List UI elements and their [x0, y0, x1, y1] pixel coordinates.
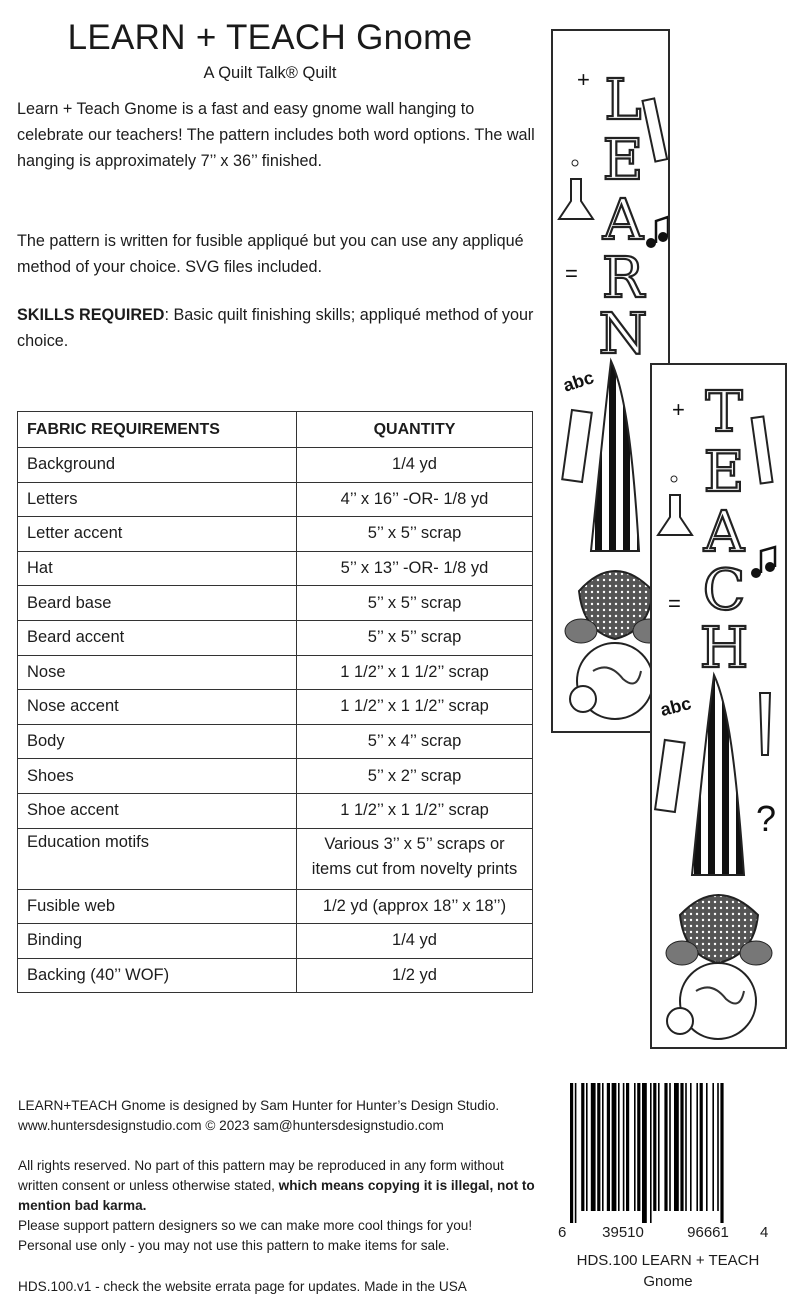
table-row [18, 482, 533, 517]
gnome-hat [591, 361, 639, 551]
barcode-bar [664, 1083, 667, 1211]
table-row [18, 759, 533, 794]
table-row [18, 724, 533, 759]
fabric-name-cell: Education motifs [18, 828, 297, 889]
quantity-cell: 4’’ x 16’’ -OR- 1/8 yd [297, 482, 533, 517]
barcode-bar [669, 1083, 671, 1211]
barcode-bar [618, 1083, 620, 1211]
barcode-bar [680, 1083, 683, 1211]
rights-bold-text: which means copying it is illegal, not to mention bad karma. [18, 1178, 535, 1213]
fabric-name-cell: Body [18, 724, 297, 759]
barcode-check-digit: 4 [760, 1224, 769, 1241]
quantity-cell: 5’’ x 4’’ scrap [297, 724, 533, 759]
equals-motif: = [668, 591, 681, 616]
abc-motif: abc [560, 367, 597, 396]
table-row [18, 889, 533, 924]
svg-text:A: A [602, 188, 644, 253]
barcode-bar [637, 1083, 640, 1211]
quantity-cell: 5’’ x 5’’ scrap [297, 620, 533, 655]
equals-motif: = [565, 261, 578, 286]
letter-H [700, 616, 749, 681]
barcode-bar [581, 1083, 584, 1211]
pencil-icon [751, 416, 772, 483]
quantity-cell [297, 828, 533, 889]
fabric-name-cell: Letters [18, 482, 297, 517]
table-row [18, 448, 533, 483]
barcode-bar [597, 1083, 600, 1211]
barcode-bar [602, 1083, 604, 1211]
barcode-bar [612, 1083, 617, 1211]
quantity-cell: 5’’ x 5’’ scrap [297, 517, 533, 552]
plus-motif: + [577, 67, 590, 92]
teach-banner-illustration [650, 363, 787, 1049]
description-paragraph-2: The pattern is written for fusible appliqué but you can use any appliqué method of your choice. SVG files included. [17, 232, 524, 276]
barcode-group-2: 96661 [687, 1224, 729, 1241]
barcode-bar [700, 1083, 703, 1211]
abc-motif: abc [658, 693, 694, 721]
paintbrush-icon [760, 693, 770, 755]
quantity-line-2: items cut from novelty prints [311, 859, 518, 878]
svg-text:C: C [702, 558, 746, 623]
apple-icon [667, 1008, 693, 1034]
column-header-quantity: QUANTITY [297, 412, 533, 448]
table-header-row [18, 412, 533, 448]
fabric-name-cell: Fusible web [18, 889, 297, 924]
barcode-bar [720, 1083, 723, 1223]
table-row [18, 586, 533, 621]
letter-C [703, 558, 746, 623]
quantity-line-1: Various 3’’ x 5’’ scraps or [324, 834, 505, 853]
column-header-fabric: FABRIC REQUIREMENTS [18, 412, 297, 448]
barcode-bar [653, 1083, 656, 1211]
svg-text:E: E [703, 440, 745, 505]
barcode-bar [575, 1083, 577, 1223]
music-note-icon [646, 217, 668, 248]
barcode-lead-digit: 6 [558, 1224, 567, 1241]
credits [18, 1096, 543, 1136]
beaker-icon [658, 476, 692, 535]
letter-N [599, 302, 648, 367]
pencil-icon [642, 98, 667, 161]
table-row [18, 958, 533, 993]
table-row [18, 655, 533, 690]
skills-paragraph [17, 302, 537, 354]
barcode-bar [607, 1083, 610, 1211]
page-subtitle: A Quilt Talk® Quilt [203, 64, 337, 82]
table-row [18, 924, 533, 959]
page-title: LEARN + TEACH Gnome [67, 18, 473, 57]
table-row [18, 690, 533, 725]
question-mark-motif: ? [756, 798, 777, 839]
skills-text: : Basic quilt finishing skills; appliqué method of your choice. [17, 306, 534, 350]
svg-text:N: N [598, 302, 648, 367]
fabric-name-cell: Hat [18, 551, 297, 586]
barcode-group-1: 39510 [602, 1224, 644, 1241]
svg-text:A: A [703, 500, 745, 565]
barcode-bar [674, 1083, 679, 1211]
quantity-cell: 5’’ x 2’’ scrap [297, 759, 533, 794]
svg-text:T: T [705, 380, 743, 445]
quantity-cell: 1/2 yd [297, 958, 533, 993]
personal-use-text: Personal use only - you may not use this pattern to make items for sale. [18, 1238, 450, 1253]
product-code-line-2: Gnome [643, 1273, 693, 1290]
fabric-name-cell: Nose [18, 655, 297, 690]
description-paragraph-1: Learn + Teach Gnome is a fast and easy gnome wall hanging to celebrate our teachers! The pattern includes both word options. The wall hanging is approximately 7’’ x 36’’ finished. [17, 100, 535, 170]
support-text: Please support pattern designers so we can make more cool things for you! [18, 1218, 473, 1233]
barcode-bar [586, 1083, 588, 1211]
fabric-name-cell: Letter accent [18, 517, 297, 552]
barcode-bar [634, 1083, 636, 1211]
rights-text: All rights reserved. No part of this pattern may be reproduced in any form without written consent or unless otherwise stated, [18, 1158, 504, 1193]
plus-motif: + [672, 397, 685, 422]
fabric-name-cell: Shoe accent [18, 793, 297, 828]
barcode-bar [650, 1083, 652, 1223]
table-row [18, 828, 533, 889]
barcode-bar [642, 1083, 647, 1223]
table-row [18, 620, 533, 655]
copyright-notice [18, 1156, 543, 1256]
letter-E [603, 128, 644, 193]
quantity-cell: 1/2 yd (approx 18’’ x 18’’) [297, 889, 533, 924]
fabric-name-cell: Background [18, 448, 297, 483]
fabric-name-cell: Backing (40’’ WOF) [18, 958, 297, 993]
credit-line-web: www.huntersdesignstudio.com © 2023 sam@huntersdesignstudio.com [18, 1118, 444, 1133]
barcode-bar [712, 1083, 714, 1211]
ruler-icon [655, 740, 685, 812]
version-line: HDS.100.v1 - check the website errata page for updates. Made in the USA [18, 1279, 467, 1294]
gnome-hat [692, 675, 744, 875]
fabric-name-cell: Beard base [18, 586, 297, 621]
skills-label: SKILLS REQUIRED [17, 306, 165, 324]
barcode-bar [658, 1083, 660, 1211]
letter-E [704, 440, 745, 505]
svg-text:E: E [602, 128, 644, 193]
letter-A [703, 500, 745, 565]
music-note-icon [751, 547, 775, 578]
barcode-bar [685, 1083, 687, 1211]
barcode-bar [591, 1083, 596, 1211]
quantity-cell: 5’’ x 13’’ -OR- 1/8 yd [297, 551, 533, 586]
barcode-bar [626, 1083, 629, 1211]
table-row [18, 551, 533, 586]
quantity-cell: 1/4 yd [297, 448, 533, 483]
table-row [18, 793, 533, 828]
quantity-cell: 1 1/2’’ x 1 1/2’’ scrap [297, 690, 533, 725]
barcode-bar [696, 1083, 698, 1211]
svg-text:L: L [604, 68, 642, 133]
barcode-bar [570, 1083, 573, 1223]
quantity-cell: 1 1/2’’ x 1 1/2’’ scrap [297, 793, 533, 828]
barcode-bar [706, 1083, 708, 1211]
quantity-cell: 1 1/2’’ x 1 1/2’’ scrap [297, 655, 533, 690]
product-code [558, 1250, 778, 1292]
barcode-image [570, 1083, 766, 1223]
table-row [18, 517, 533, 552]
letter-A [602, 188, 644, 253]
barcode-bar [690, 1083, 692, 1211]
fabric-name-cell: Beard accent [18, 620, 297, 655]
fabric-requirements-table [17, 411, 533, 993]
product-code-line-1: HDS.100 LEARN + TEACH [576, 1252, 760, 1269]
beaker-icon [559, 160, 593, 219]
credit-line: LEARN+TEACH Gnome is designed by Sam Hunter for Hunter’s Design Studio. [18, 1098, 500, 1113]
svg-text:R: R [601, 246, 645, 311]
barcode-bar [717, 1083, 719, 1211]
fabric-name-cell: Binding [18, 924, 297, 959]
quantity-cell: 1/4 yd [297, 924, 533, 959]
letter-T [705, 380, 742, 445]
barcode-bar [623, 1083, 625, 1211]
svg-text:H: H [699, 616, 749, 681]
ruler-icon [562, 410, 592, 482]
apple-icon [570, 686, 596, 712]
letter-L [604, 68, 641, 133]
fabric-name-cell: Shoes [18, 759, 297, 794]
quantity-cell: 5’’ x 5’’ scrap [297, 586, 533, 621]
fabric-name-cell: Nose accent [18, 690, 297, 725]
